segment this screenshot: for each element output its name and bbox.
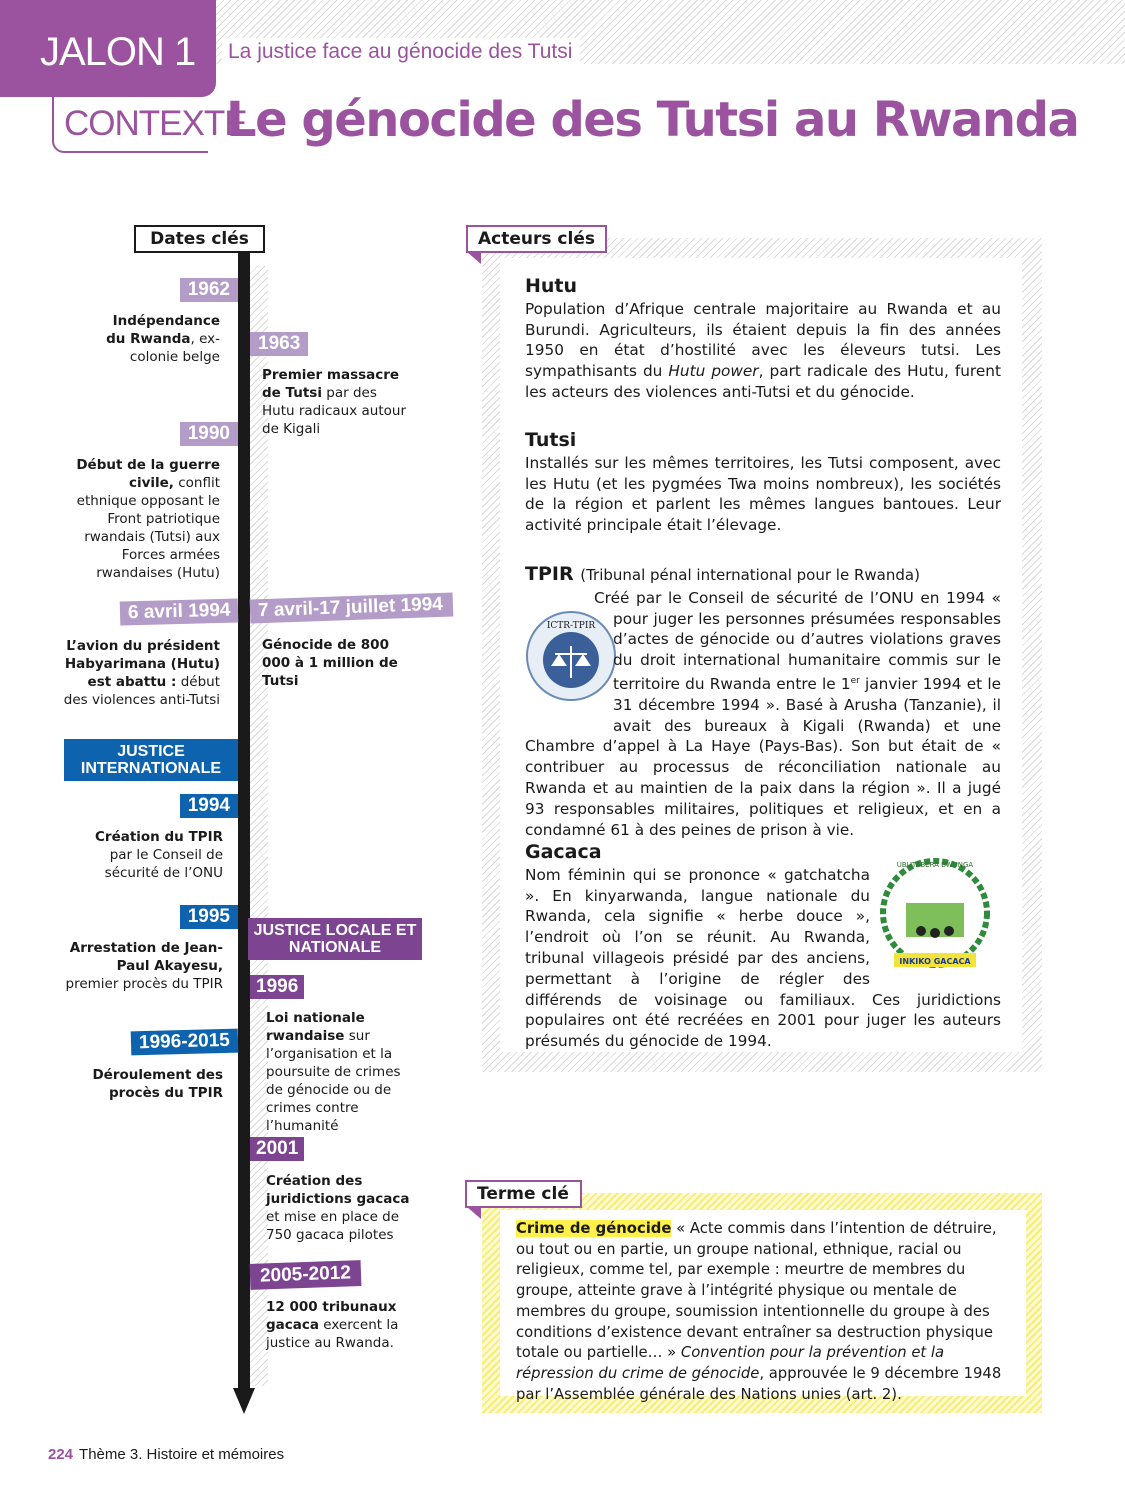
actor-hutu [525, 276, 1001, 403]
event-text: Création du TPIR par le Conseil de sécurité de l’ONU [95, 829, 223, 881]
actor-text: UBUTABERA BWUNGA INKIKO GACACA Nom féminin qui se prononce « gatchatcha ». En kinyarwanda, langue nationale du Rwanda, cela signifie « herbe douce », l’endroit où l’on se réunit. Au Rwanda, tribunal villageois présidé par des anciens, permettant à l’origine de régler des différends de voisinage ou familiaux. Ces juridictions populaires ont été recréées en 2001 pour juger les auteurs présumés du génocide de 1994. [525, 865, 1001, 1052]
event-date: 1962 [180, 278, 238, 302]
event-text: Premier massacre de Tutsi par des Hutu radicaux autour de Kigali [262, 367, 407, 437]
svg-text:ICTR-TPIR: ICTR-TPIR [546, 620, 596, 631]
actor-text: Installés sur les mêmes territoires, les Tutsi composent, avec les Hutu (et les pygmées Twa moins nombreux), les sociétés de la région et parlent les mêmes langues bantoues. Leur activité principale était l’élevage. [525, 453, 1001, 535]
event-text: Déroulement des procès du TPIR [92, 1067, 223, 1101]
page-number: 224 [48, 1446, 74, 1463]
event-text: Création des juridictions gacaca et mise en place de 750 gacaca pilotes [266, 1173, 410, 1243]
timeline-heading: Dates clés [134, 225, 265, 253]
svg-text:UBUTABERA BWUNGA: UBUTABERA BWUNGA [896, 860, 974, 869]
event-date: 1994 [180, 794, 238, 818]
event-text: Loi nationale rwandaise sur l’organisation et la poursuite de crimes de génocide ou de crimes contre l’humanité [266, 1010, 401, 1134]
actor-title: Gacaca [525, 841, 602, 863]
chapter-subtitle: La justice face au génocide des Tutsi [222, 38, 580, 68]
actors-heading: Acteurs clés [466, 225, 607, 253]
actor-gacaca [525, 842, 1001, 1052]
event-text: Début de la guerre civile, conflit ethnique opposant le Front patriotique rwandais (Tutsi) aux Forces armées rwandaises (Hutu) [76, 457, 220, 581]
event-text: 12 000 tribunaux gacaca exercent la justice au Rwanda. [266, 1299, 399, 1351]
event-text: Arrestation de Jean-Paul Akayesu, premier procès du TPIR [65, 940, 223, 992]
actor-tpir [525, 564, 1001, 840]
label-corner-icon [467, 1207, 481, 1219]
context-label: CONTEXTE [64, 104, 247, 143]
actor-tutsi [525, 430, 1001, 536]
event-date: 1996-2015 [131, 1029, 238, 1056]
timeline-arrow-icon [233, 1388, 255, 1414]
event-text: L’avion du président Habyarimana (Hutu) est abattu : début des violences anti-Tutsi [63, 638, 220, 708]
key-term-highlight: Crime de génocide [516, 1220, 672, 1237]
svg-text:INKIKO GACACA: INKIKO GACACA [899, 956, 971, 966]
ictr-seal-icon [525, 610, 617, 702]
context-label-box [52, 96, 247, 153]
page-footer [48, 1446, 284, 1463]
ictr-seal-float [525, 610, 613, 750]
gacaca-logo-icon [876, 853, 994, 975]
event-date: 2001 [250, 1137, 304, 1161]
actor-title: Hutu [525, 275, 578, 297]
gacaca-logo-float [876, 853, 1001, 977]
actor-title: TPIR (Tribunal pénal international pour le Rwanda) [525, 563, 920, 585]
event-date: 7 avril-17 juillet 1994 [250, 592, 454, 623]
band-international-justice: JUSTICE INTERNATIONALE [64, 739, 238, 781]
event-date: 1963 [250, 332, 308, 356]
label-corner-icon [467, 252, 481, 264]
event-date: 2005-2012 [250, 1260, 362, 1290]
key-term-definition: Crime de génocide « Acte commis dans l’intention de détruire, ou tout ou en partie, un groupe national, ethnique, racial ou religieux, comme tel, par exemple : meurtre de membres du groupe, atteinte grave à l’intégrité physique ou mentale de membres du groupe, soumission intentionnelle du groupe à des conditions d’existence devant entraîner sa destruction physique totale ou partielle… » Convention pour la prévention et la répression du crime de génocide, approuvée le 9 décembre 1948 par l’Assemblée générale des Nations unies (art. 2). [516, 1220, 1002, 1403]
event-date: 6 avril 1994 [119, 598, 238, 625]
footer-theme: Thème 3. Histoire et mémoires [79, 1446, 285, 1463]
timeline-axis [238, 252, 250, 1392]
actor-text: ICTR-TPIR Créé par le Conseil de sécurité de l’ONU en 1994 « pour juger les personnes présumées responsables d’actes de génocide ou d’autres violations graves du droit international humanitaire commis sur le territoire du Rwanda entre le 1er janvier 1994 et le 31 décembre 1994 ». Basé à Arusha (Tanzanie), il avait des bureaux à Kigali (Rwanda) et une Chambre d’appel à La Haye (Pays-Bas). Son but était de « contribuer au processus de réconciliation nationale au Rwanda et au maintien de la paix dans la région ». Il a jugé 93 responsables militaires, politiques et religieux, et en a condamné 61 à des peines de prison à vie. [525, 588, 1002, 839]
key-term-heading: Terme clé [465, 1180, 582, 1208]
event-text: Indépendance du Rwanda, ex-colonie belge [106, 313, 220, 365]
event-date: 1990 [180, 422, 238, 446]
jalon-badge [0, 0, 216, 97]
page-title: Le génocide des Tutsi au Rwanda [226, 92, 1079, 148]
event-date: 1996 [250, 975, 304, 999]
jalon-label: JALON 1 [40, 30, 196, 74]
event-text: Génocide de 800 000 à 1 million de Tutsi [262, 637, 398, 689]
band-local-justice: JUSTICE LOCALE ET NATIONALE [248, 918, 422, 960]
event-date: 1995 [180, 905, 238, 929]
actor-text: Population d’Afrique centrale majoritaire au Rwanda et au Burundi. Agriculteurs, ils étaient depuis la fin des années 1950 en état d’hostilité avec les éleveurs tutsi. Les sympathisants du Hutu power, part radicale des Hutu, furent les acteurs des violences anti-Tutsi et du génocide. [525, 299, 1001, 401]
actor-title: Tutsi [525, 429, 577, 451]
